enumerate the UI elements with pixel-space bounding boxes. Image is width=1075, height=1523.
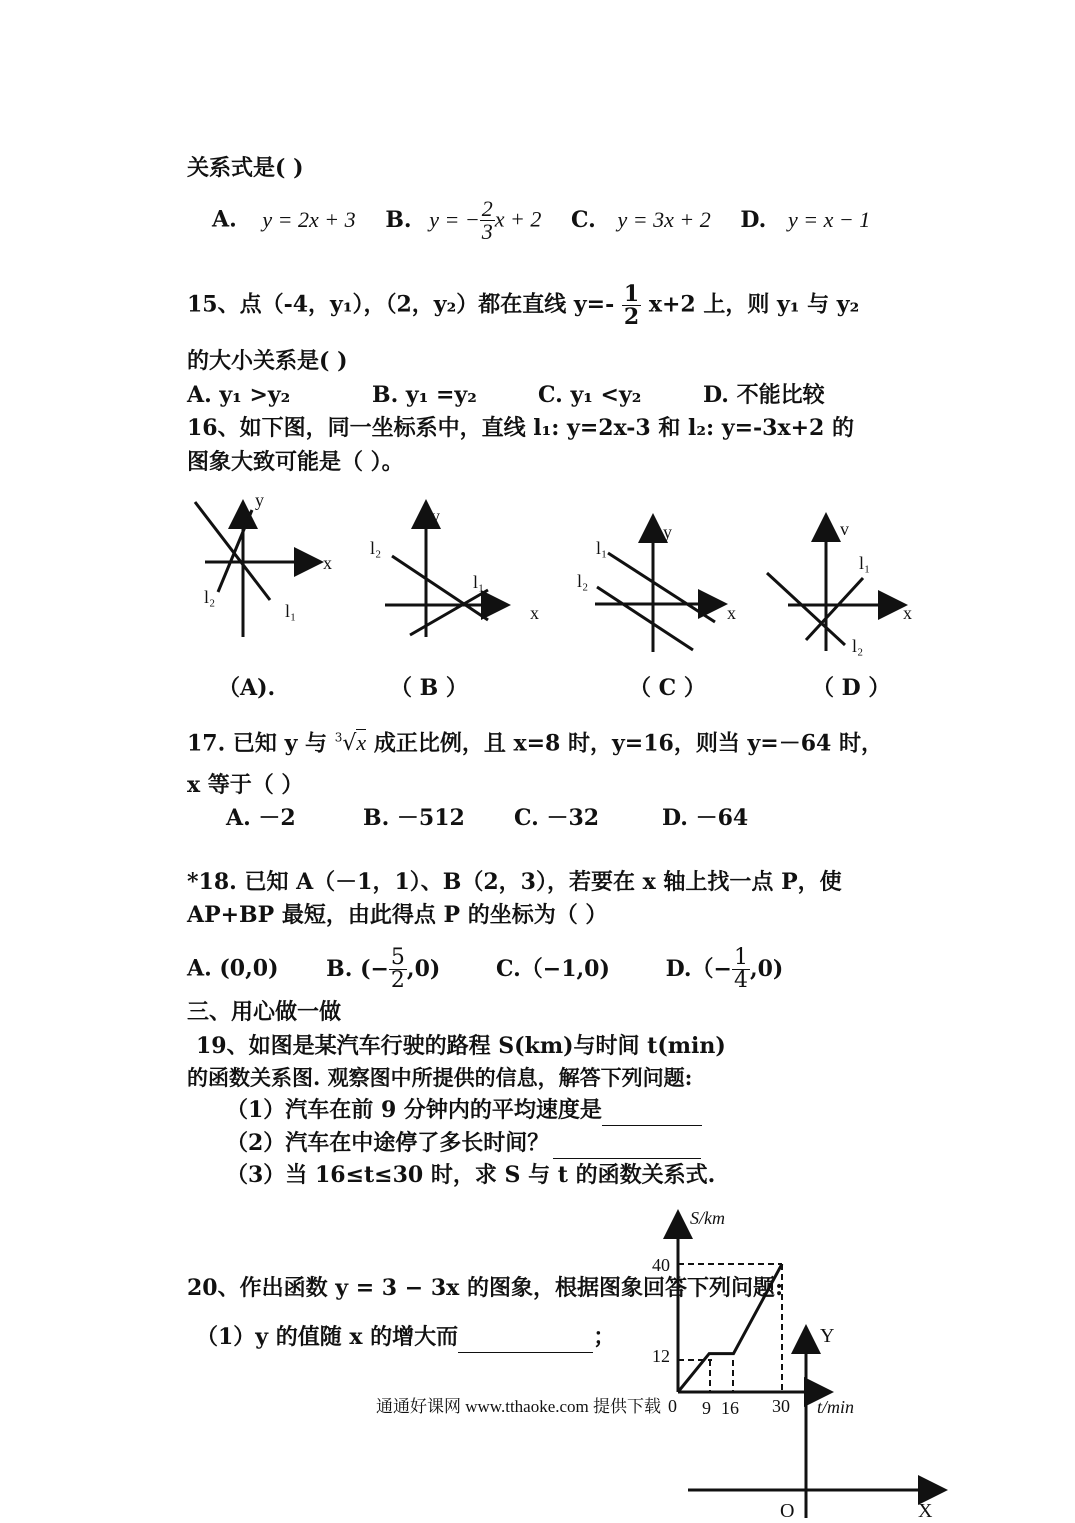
q15-option-d: D. 不能比较 <box>703 382 825 408</box>
page-footer: 通通好课网 www.tthaoke.com 提供下载 <box>376 1397 662 1416</box>
q20-graph <box>688 1330 942 1518</box>
q18-option-b: B. (− $\frac{5}{2}$ ,0) <box>326 945 441 993</box>
q16-graph-b <box>385 505 505 637</box>
q14-option-b-post: x + 2 <box>494 206 542 232</box>
q19-part1-blank[interactable] <box>602 1095 702 1126</box>
q16-a-x-label: x <box>323 553 332 573</box>
q16-c-y-label: y <box>663 522 672 542</box>
q15-stem-line2: 的大小关系是( ) <box>187 348 348 374</box>
q18-options <box>187 947 783 992</box>
q16-choice-b: （ B ） <box>390 675 468 701</box>
q20-graph-origin-label: O <box>780 1500 795 1522</box>
q14-option-d-label: D. <box>740 206 767 233</box>
q16-d-v-label: v <box>840 519 849 539</box>
q16-a-y-label: y <box>255 490 264 510</box>
q16-a-l1-label: l₁ <box>285 601 297 621</box>
q19-graph-tick-9: 9 <box>702 1398 711 1418</box>
cube-root: $^3$√x <box>334 730 367 757</box>
q18-stem-line2: AP+BP 最短，由此得点 P 的坐标为（ ） <box>187 902 608 928</box>
q16-graph-d <box>767 518 902 651</box>
q14-stem-tail: 关系式是( ) <box>187 155 304 181</box>
q17-option-b: B. －512 <box>363 805 465 831</box>
q16-d-l1-label: l₁ <box>859 553 871 573</box>
q15-fraction: $\frac{1}{2}$ <box>623 281 640 330</box>
q16-graph-c <box>595 519 722 652</box>
q19-graph-tick-40: 40 <box>652 1255 670 1275</box>
section-3-title: 三、用心做一做 <box>187 999 342 1025</box>
q16-b-l1-label: l₁ <box>473 572 485 592</box>
q16-choice-a: （A). <box>218 675 276 701</box>
q19-part2-blank[interactable] <box>553 1128 701 1159</box>
q14-option-d-expr: y = x − 1 <box>788 206 871 232</box>
q14-option-b-pre: y = − <box>429 206 480 232</box>
q16-stem-line2: 图象大致可能是（ ）。 <box>187 449 404 475</box>
q14-option-c-label: C. <box>571 206 596 233</box>
q19-graph-tick-12: 12 <box>652 1346 670 1366</box>
q16-b-x-label: x <box>530 603 539 623</box>
q16-choice-c: （ C ） <box>629 675 706 701</box>
q15-option-c: C. y₁ <y₂ <box>538 382 642 408</box>
q19-graph-tick-30: 30 <box>772 1396 790 1416</box>
q18-stem-line1: *18. 已知 A（－1，1）、B（2，3），若要在 x 轴上找一点 P，使 <box>187 869 842 895</box>
q15-stem-line1: 15、点（-4，y₁），（2，y₂）都在直线 y=- $\frac{1}{2}$ x+2 上，则 y₁ 与 y₂ <box>187 281 860 330</box>
q19-graph-tick-0: 0 <box>668 1396 677 1416</box>
q17-option-d: D. －64 <box>662 805 749 831</box>
q16-b-y-label: y <box>431 506 440 526</box>
q14-option-c-expr: y = 3x + 2 <box>617 206 711 232</box>
q14-option-a-label: A. <box>212 206 237 233</box>
q17-option-c: C. －32 <box>514 805 600 831</box>
q19-graph-x-label: t/min <box>817 1397 855 1417</box>
q16-c-x-label: x <box>727 603 736 623</box>
q16-a-l2-label: l₂ <box>204 587 216 607</box>
q19-stem-line1: 19、如图是某汽车行驶的路程 S(km)与时间 t(min) <box>196 1033 726 1059</box>
q19-part3: （3）当 16≤t≤30 时，求 S 与 t 的函数关系式. <box>226 1162 716 1188</box>
q15-option-a: A. y₁ >y₂ <box>187 382 291 408</box>
q17-option-a: A. －2 <box>226 805 296 831</box>
q19-part1: （1）汽车在前 9 分钟内的平均速度是 <box>226 1095 702 1126</box>
q19-graph-tick-16: 16 <box>721 1398 739 1418</box>
q20-graph-x-label: X <box>918 1500 933 1522</box>
q16-b-l2-label: l₂ <box>370 538 382 558</box>
q16-d-x-label: x <box>903 603 912 623</box>
q14-option-b-fraction: $\frac{2}{3}$ <box>481 196 493 244</box>
q16-graph-a <box>195 502 318 637</box>
q20-part1: （1）y 的值随 x 的增大而 ； <box>196 1322 615 1353</box>
q17-stem-line1: 17. 已知 y 与 $^3$√x 成正比例，且 x=8 时，y=16，则当 y=－64 时， <box>187 730 883 757</box>
q18-option-c: C.（−1,0) <box>495 955 610 982</box>
q20-graph-y-label: Y <box>820 1325 835 1347</box>
q20-part1-blank[interactable] <box>458 1322 593 1353</box>
q17-stem-line2: x 等于（ ） <box>187 772 304 798</box>
q16-c-l1-label: l₁ <box>596 538 608 558</box>
q14-option-b-label: B. <box>385 206 412 233</box>
q16-c-l2-label: l₂ <box>577 571 589 591</box>
q15-option-b: B. y₁ =y₂ <box>372 382 477 408</box>
q19-stem-line2: 的函数关系图. 观察图中所提供的信息，解答下列问题: <box>187 1065 693 1090</box>
q16-d-l2-label: l₂ <box>852 636 864 656</box>
q20-stem-line1: 20、作出函数 y = 3 − 3x 的图象，根据图象回答下列问题: <box>187 1275 784 1301</box>
q18-option-a: A. (0,0) <box>187 955 279 982</box>
q19-graph-y-label: S/km <box>690 1208 725 1228</box>
q18-option-d: D.（− $\frac{1}{4}$ ,0) <box>665 945 784 993</box>
q16-stem-line1: 16、如下图，同一坐标系中，直线 l₁: y=2x-3 和 l₂: y=-3x+2 的 <box>187 415 855 441</box>
q19-part2: （2）汽车在中途停了多长时间？ <box>226 1128 701 1159</box>
q14-option-a-expr: y = 2x + 3 <box>262 206 356 232</box>
q16-choice-d: （ D ） <box>812 675 891 701</box>
